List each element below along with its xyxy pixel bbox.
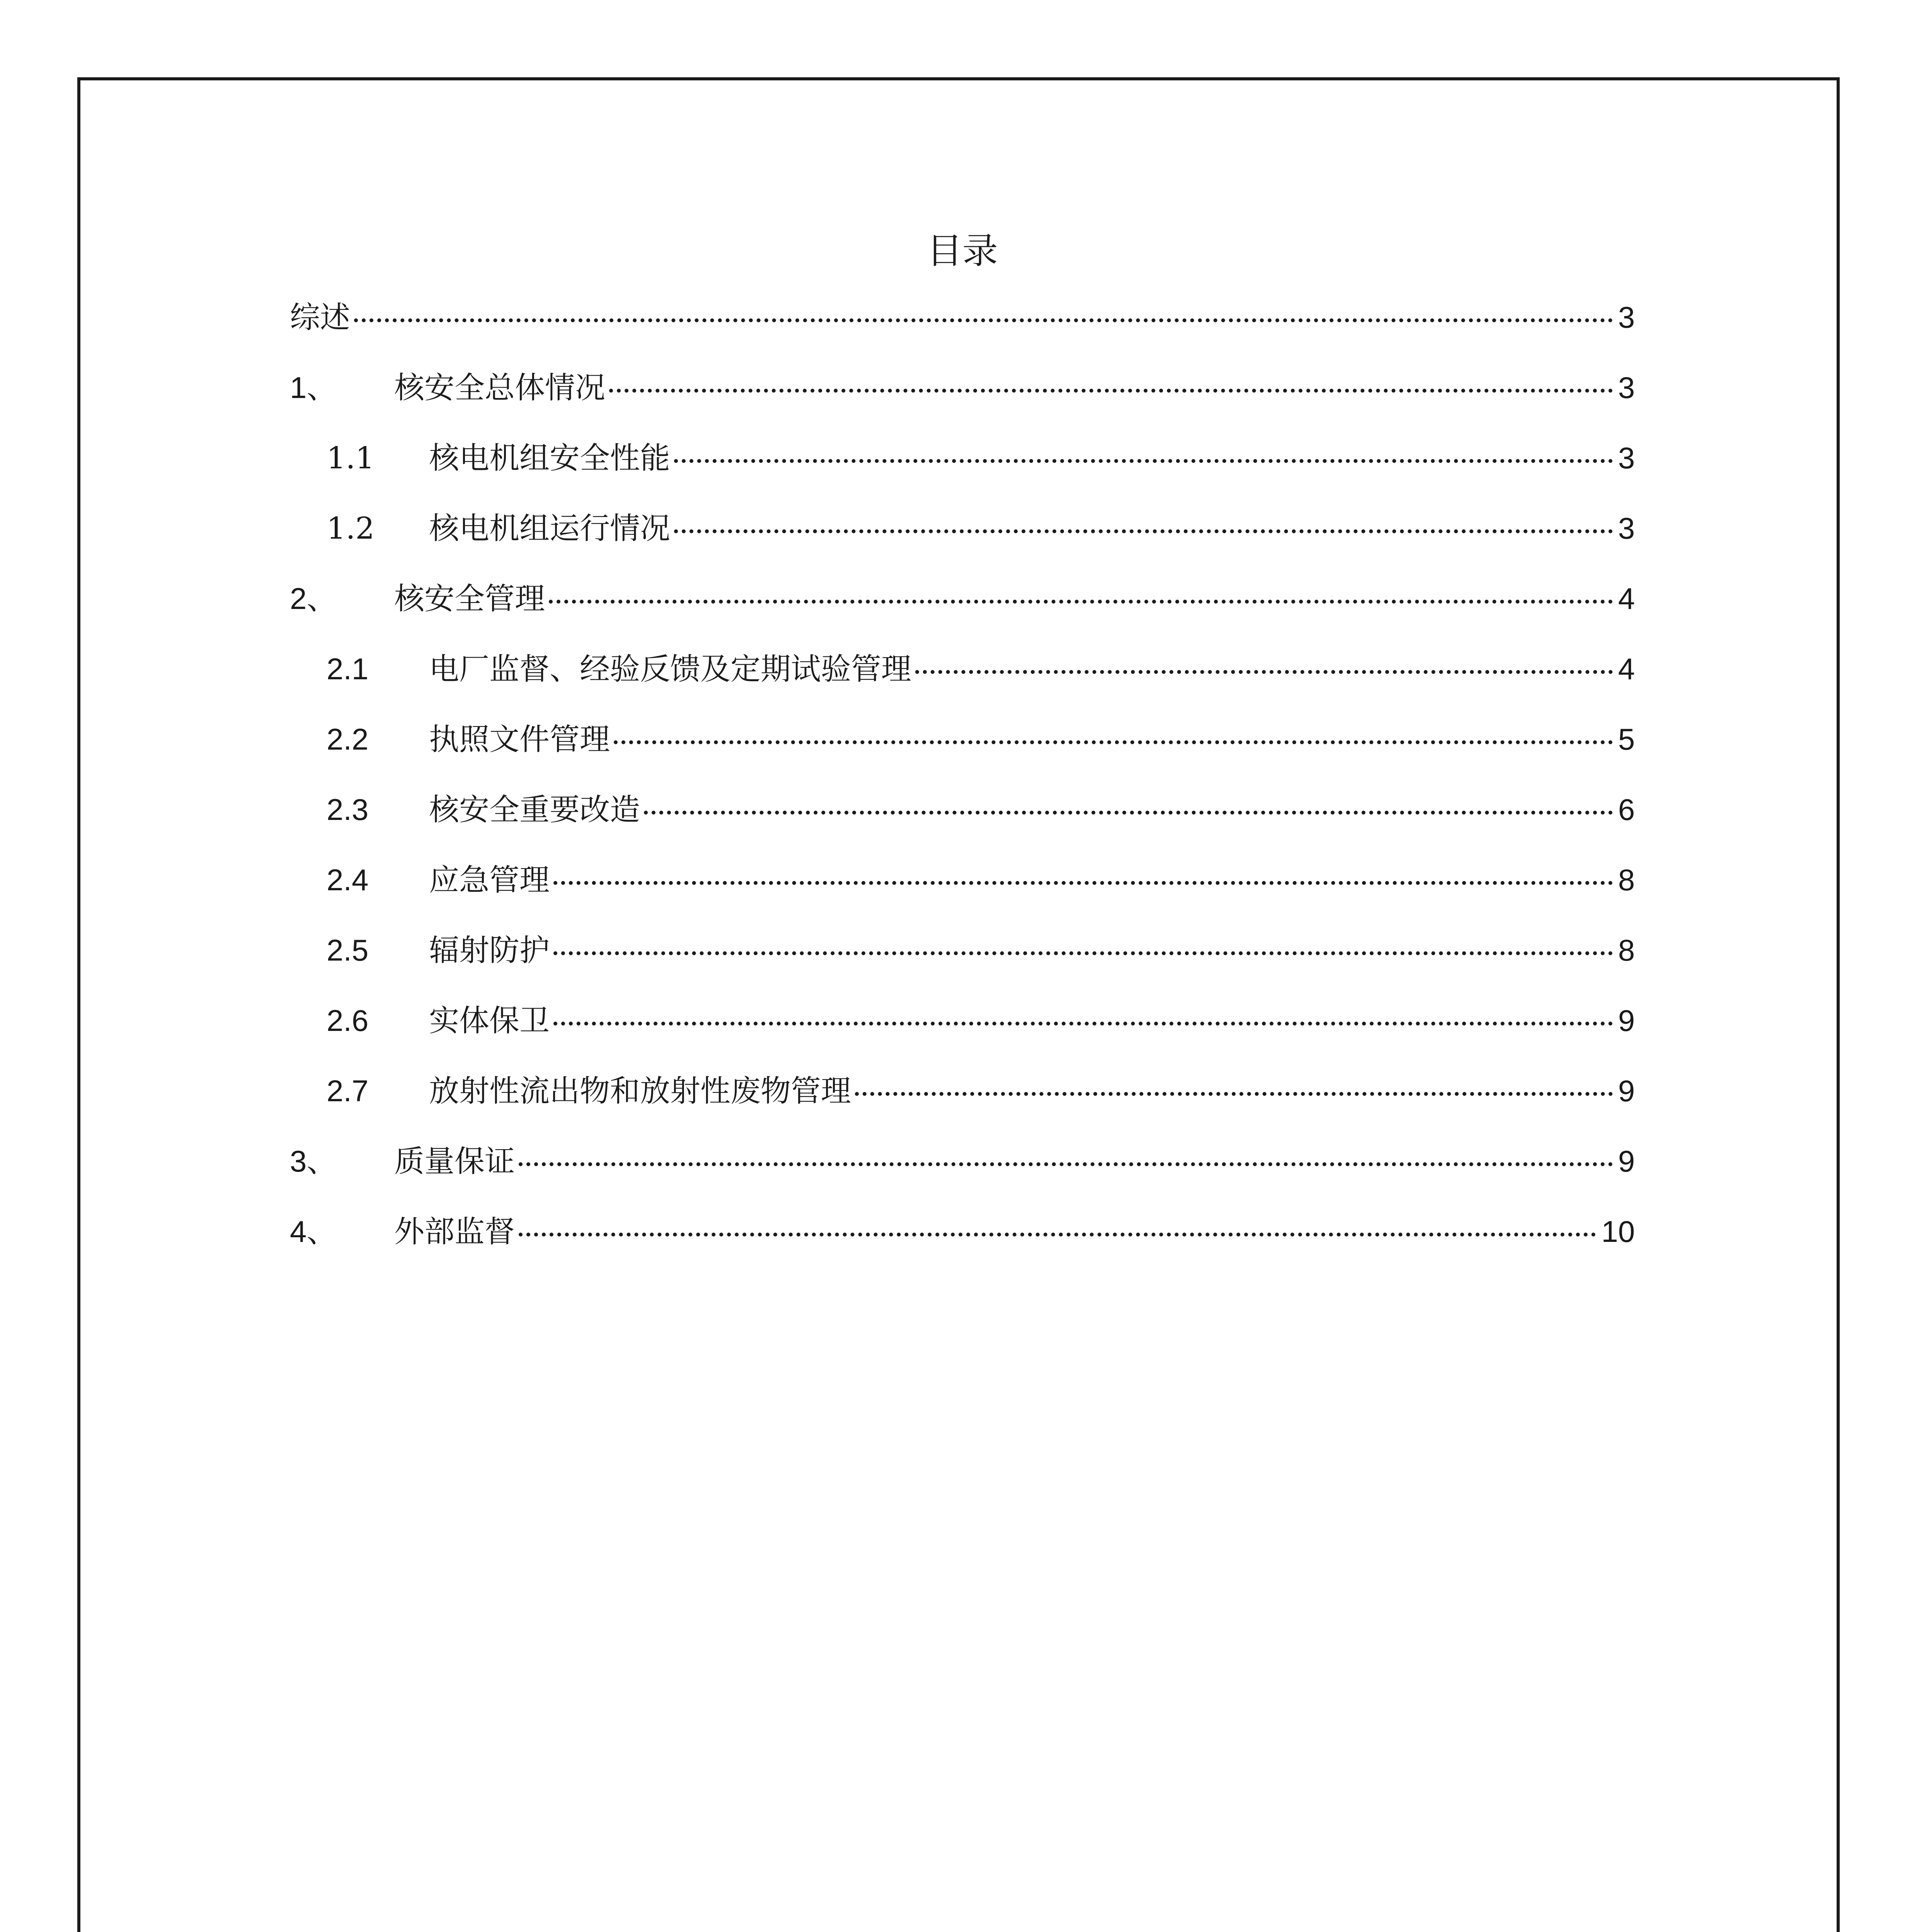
toc-entry-number: 3、 — [290, 1144, 337, 1178]
toc-dot-leader — [609, 389, 1613, 393]
toc-entry-2-7[interactable] — [290, 1056, 1635, 1126]
toc-entry-number: 1、 — [290, 371, 337, 405]
toc-entry-page: 8 — [1618, 863, 1635, 897]
toc-entry-page: 9 — [1618, 1003, 1635, 1037]
toc-entry-2-4[interactable] — [290, 845, 1635, 915]
toc-entry-number: 2.6 — [327, 1003, 369, 1037]
toc-entry-page: 4 — [1618, 652, 1635, 686]
toc-entry-number: 2.5 — [327, 933, 369, 967]
toc-entry-page: 5 — [1618, 722, 1635, 756]
toc-entry-number: 2、 — [290, 582, 337, 616]
toc-entry-page: 4 — [1618, 582, 1635, 616]
toc-entry-page: 9 — [1618, 1144, 1635, 1178]
toc-entry-number: 1.1 — [327, 441, 375, 476]
toc-entry-page: 10 — [1601, 1214, 1635, 1248]
toc-dot-leader — [553, 881, 1613, 885]
toc-entry-2-1[interactable] — [290, 634, 1635, 704]
toc-dot-leader — [519, 1233, 1596, 1236]
toc-entry-page: 3 — [1618, 441, 1635, 475]
toc-dot-leader — [553, 1022, 1613, 1026]
toc-dot-leader — [644, 811, 1613, 815]
toc-entry-label: 电厂监督、经验反馈及定期试验管理 — [429, 652, 912, 687]
toc-dot-leader — [549, 600, 1613, 604]
toc-entry-number: 2.1 — [327, 652, 369, 686]
toc-entry-number: 4、 — [290, 1214, 337, 1248]
toc-entry-label: 核安全重要改造 — [429, 793, 640, 827]
toc-dot-leader — [674, 529, 1613, 533]
toc-entry-3[interactable] — [290, 1126, 1635, 1196]
toc-entry-2-6[interactable] — [290, 985, 1635, 1056]
toc-entry-2[interactable] — [290, 563, 1635, 634]
toc-entry-label: 辐射防护 — [429, 933, 550, 968]
toc-entry-overview[interactable] — [290, 282, 1635, 352]
toc-entry-label: 综述 — [290, 300, 351, 335]
toc-entry-1-1[interactable] — [290, 423, 1635, 493]
toc-entry-label: 质量保证 — [394, 1144, 515, 1179]
toc-dot-leader — [354, 318, 1613, 322]
toc-entry-label: 放射性流出物和放射性废物管理 — [429, 1074, 851, 1109]
toc-title: 目录 — [926, 230, 998, 272]
toc-entry-label: 执照文件管理 — [429, 722, 610, 757]
toc-entry-page: 6 — [1618, 793, 1635, 827]
toc-dot-leader — [674, 459, 1613, 463]
toc-entry-page: 8 — [1618, 933, 1635, 967]
toc-entry-page: 3 — [1618, 371, 1635, 405]
toc-entry-page: 3 — [1618, 511, 1635, 545]
table-of-contents — [290, 228, 1635, 1267]
toc-dot-leader — [519, 1162, 1613, 1166]
toc-entry-page: 9 — [1618, 1074, 1635, 1108]
toc-entry-1[interactable] — [290, 352, 1635, 423]
toc-entry-label: 核安全管理 — [394, 582, 545, 616]
toc-entry-number: 2.2 — [327, 722, 369, 756]
toc-dot-leader — [553, 951, 1613, 955]
toc-entry-label: 外部监督 — [394, 1214, 515, 1249]
toc-entry-2-2[interactable] — [290, 704, 1635, 774]
toc-entry-number: 1.2 — [327, 511, 375, 546]
toc-entry-label: 核安全总体情况 — [394, 371, 606, 405]
toc-entry-label: 应急管理 — [429, 863, 550, 898]
toc-entry-number: 2.4 — [327, 863, 369, 897]
toc-entry-label: 核电机组运行情况 — [429, 511, 671, 546]
toc-entry-number: 2.3 — [327, 793, 369, 827]
toc-entry-1-2[interactable] — [290, 493, 1635, 563]
toc-entry-number: 2.7 — [327, 1074, 369, 1108]
toc-dot-leader — [855, 1092, 1613, 1096]
toc-list — [290, 282, 1635, 1267]
toc-entry-label: 实体保卫 — [429, 1003, 550, 1038]
toc-dot-leader — [614, 740, 1613, 744]
toc-entry-page: 3 — [1618, 300, 1635, 334]
toc-dot-leader — [915, 670, 1613, 674]
toc-entry-2-3[interactable] — [290, 774, 1635, 845]
toc-entry-2-5[interactable] — [290, 915, 1635, 985]
toc-entry-label: 核电机组安全性能 — [429, 441, 671, 476]
toc-entry-4[interactable] — [290, 1196, 1635, 1267]
